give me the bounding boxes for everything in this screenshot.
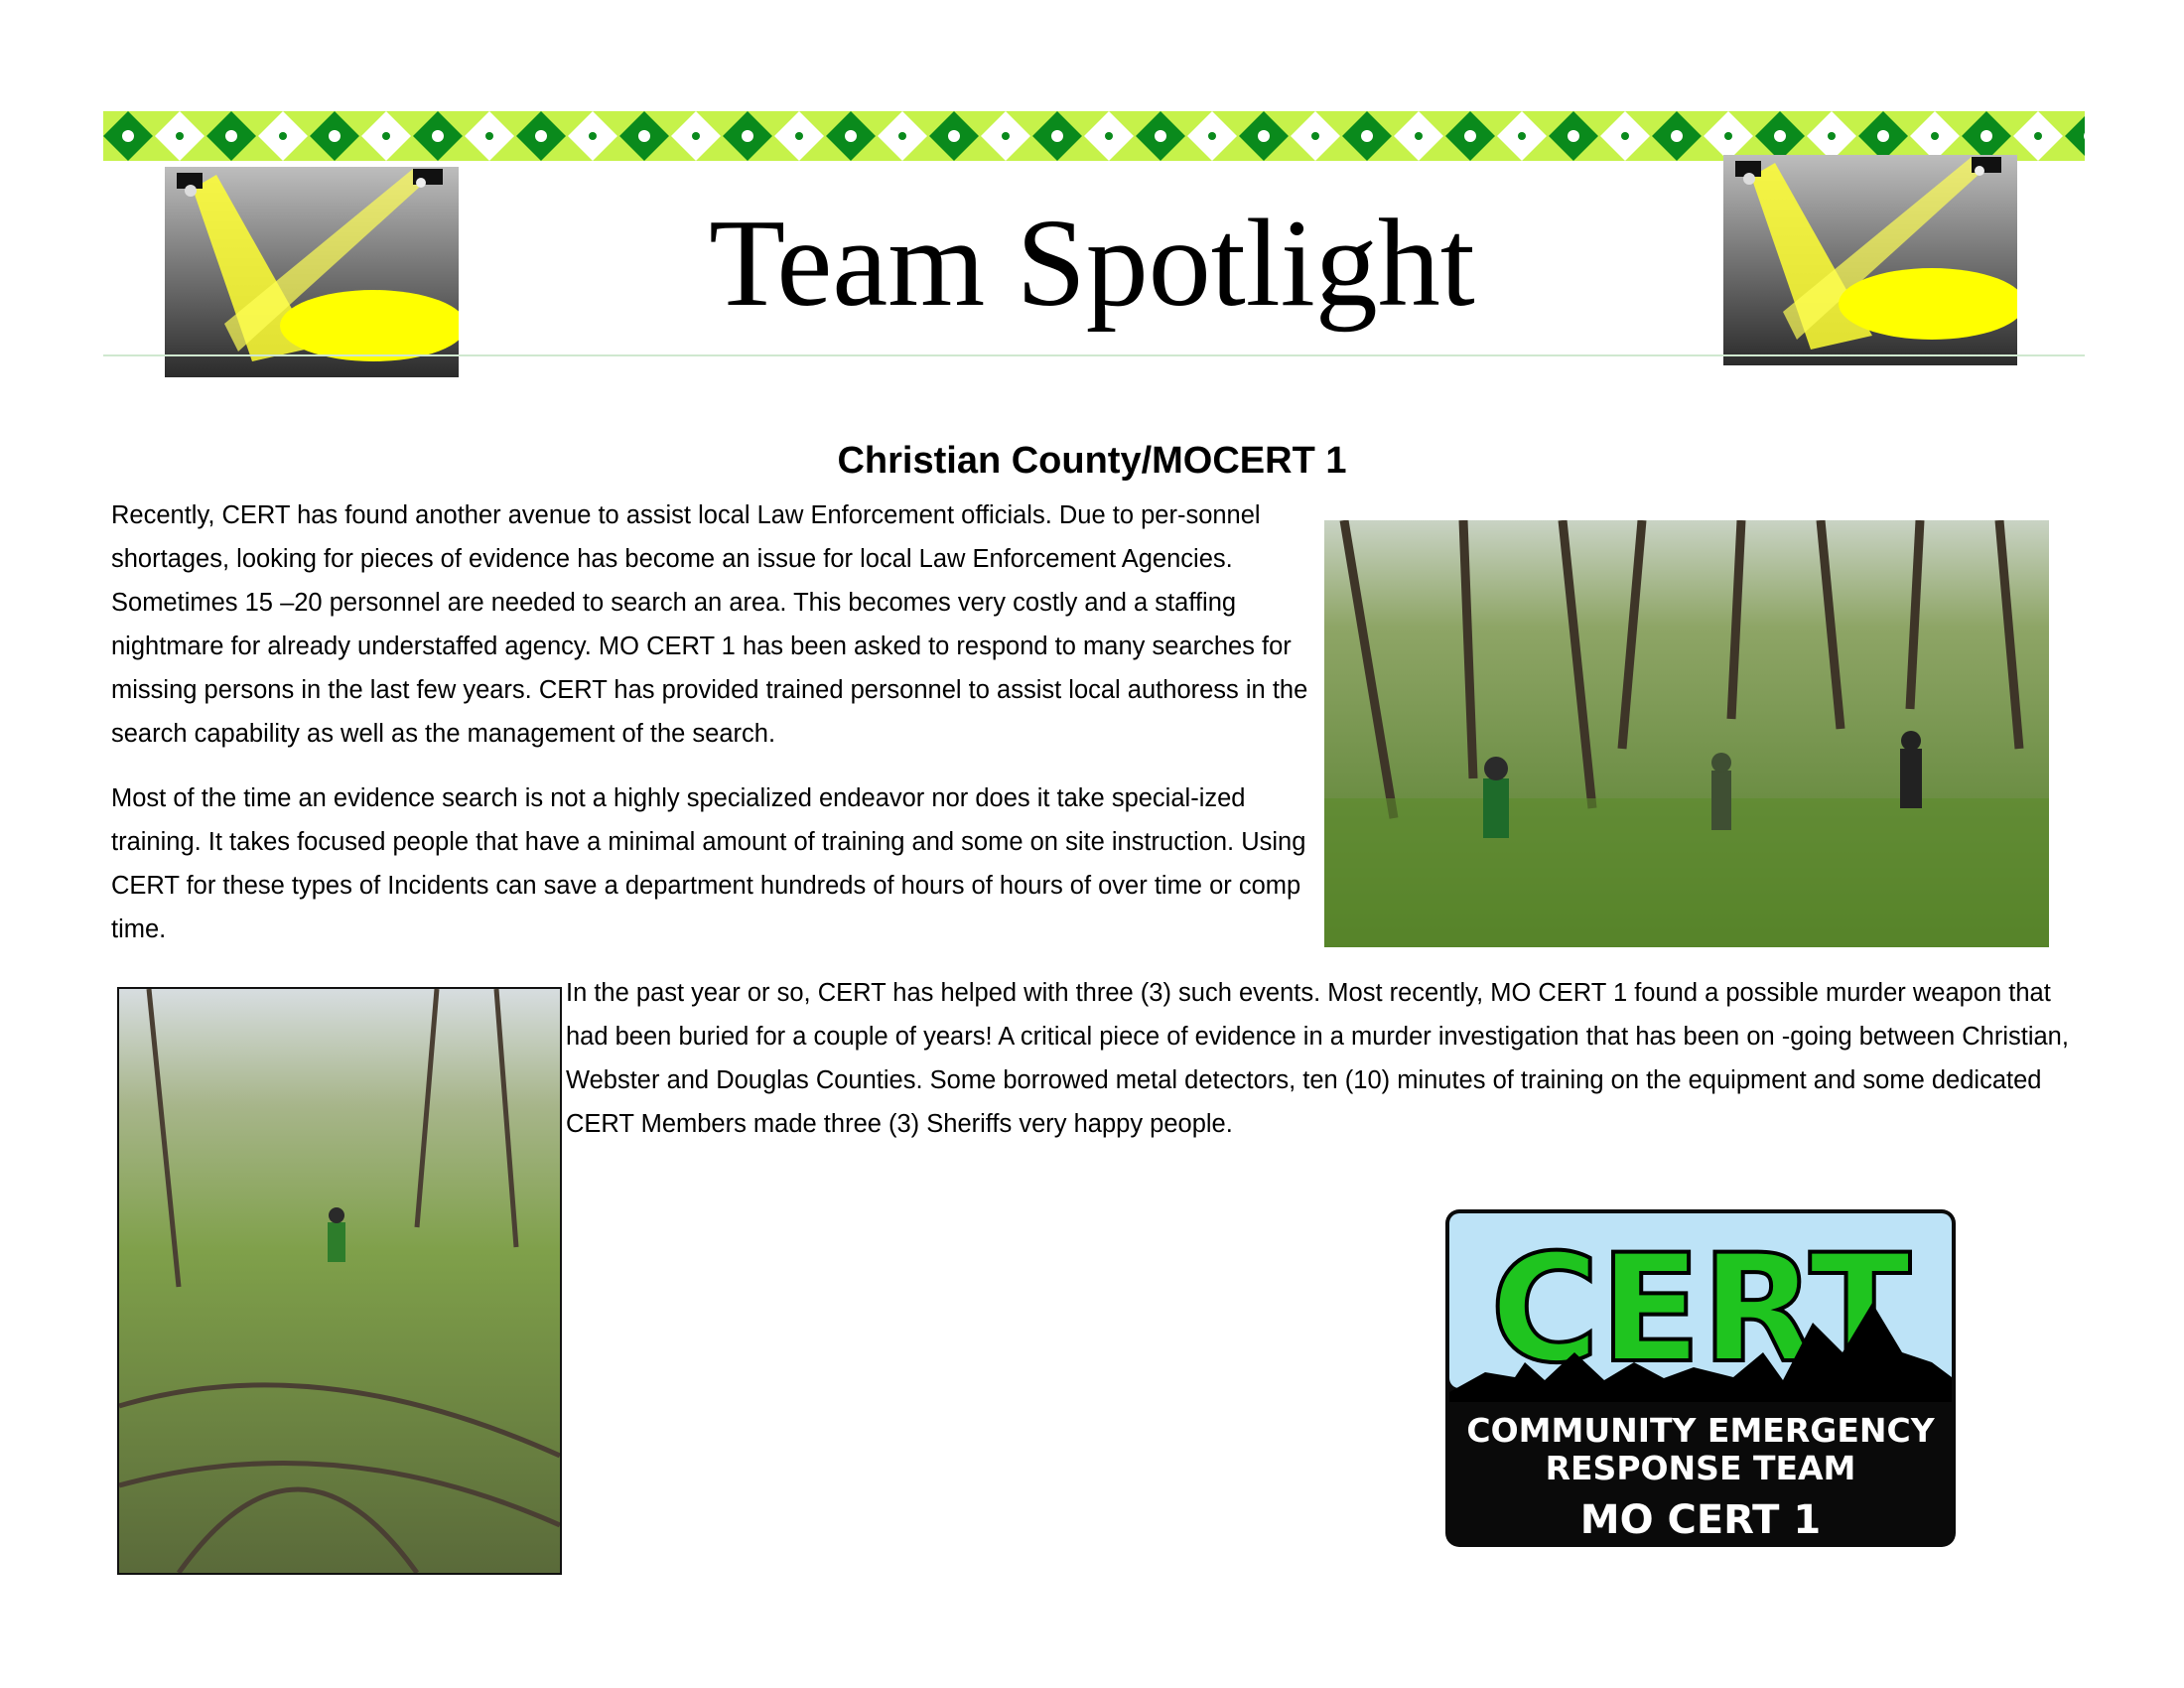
band-dot — [1361, 130, 1373, 142]
band-dot — [1828, 132, 1836, 140]
spotlight-illustration-left — [165, 167, 459, 377]
band-dot — [122, 130, 134, 142]
band-dot — [742, 130, 753, 142]
band-dot — [1415, 132, 1423, 140]
band-dot — [1518, 132, 1526, 140]
cert-logo — [1435, 1203, 1966, 1553]
band-dot — [382, 132, 390, 140]
band-dot — [485, 132, 493, 140]
band-dot — [638, 130, 650, 142]
band-dot — [225, 130, 237, 142]
search-team-photo — [1324, 520, 2049, 947]
band-dot — [1208, 132, 1216, 140]
band-dot — [176, 132, 184, 140]
band-dot — [1311, 132, 1319, 140]
decorative-border-band — [103, 111, 2085, 161]
band-dot — [1671, 130, 1683, 142]
band-dot — [589, 132, 597, 140]
band-dot — [1724, 132, 1732, 140]
band-dot — [329, 130, 341, 142]
logo-line-2: RESPONSE TEAM — [1545, 1449, 1856, 1487]
band-dot — [2034, 132, 2042, 140]
article-paragraph-1: Recently, CERT has found another avenue to assist local Law Enforcement officials. Due to per-sonnel shortages, looking for pieces of evidence has become an issue for local Law Enforcement Agencies. Sometimes 15 –20 personnel are needed to search an area. This becomes very costly and a staffing nightmare for already understaffed agency. MO CERT 1 has been asked to respond to many searches for missing persons in the last few years. CERT has provided trained personnel to assist local authoress in the search capability as well as the management of the search. — [111, 501, 1308, 748]
band-dot — [845, 130, 857, 142]
band-diamond — [2065, 111, 2085, 161]
band-dot — [898, 132, 906, 140]
band-dot — [1568, 130, 1579, 142]
band-dot — [1980, 130, 1992, 142]
band-dot — [1051, 130, 1063, 142]
article-paragraph-3: In the past year or so, CERT has helped with three (3) such events. Most recently, MO CERT 1 found a possible murder weapon that had been buried for a couple of years! A critical piece of evidence in a murder investigation that has been on -going between Christian, Webster and Douglas Counties. Some borrowed metal detectors, ten (10) minutes of training on the equipment and some dedicated CERT Members made three (3) Sheriffs very happy people. — [566, 979, 2069, 1138]
band-dot — [1002, 132, 1010, 140]
article-paragraph-2: Most of the time an evidence search is not a highly specialized endeavor nor does it take special-ized training. It takes focused people that have a minimal amount of training and some on site instruction. Using CERT for these types of Incidents can save a department hundreds of hours of hours of over time or comp time. — [111, 784, 1306, 943]
band-dot — [432, 130, 444, 142]
logo-line-1: COMMUNITY EMERGENCY — [1466, 1411, 1935, 1450]
spotlight-illustration-right — [1723, 155, 2017, 365]
band-dot — [1464, 130, 1476, 142]
band-dot — [948, 130, 960, 142]
band-dot — [279, 132, 287, 140]
band-dot — [1621, 132, 1629, 140]
band-dot — [692, 132, 700, 140]
page-title: Team Spotlight — [709, 195, 1475, 333]
band-dot — [795, 132, 803, 140]
band-dot — [1258, 130, 1270, 142]
band-dot — [535, 130, 547, 142]
header-divider — [103, 354, 2085, 356]
band-dot — [1877, 130, 1889, 142]
band-dot — [1105, 132, 1113, 140]
field-search-photo — [117, 987, 562, 1575]
logo-team-name: MO CERT 1 — [1579, 1497, 1822, 1543]
diamond-pattern — [103, 111, 2085, 161]
band-dot — [1155, 130, 1166, 142]
logo-word: CERT — [1490, 1223, 1911, 1396]
article-heading: Christian County/MOCERT 1 — [837, 440, 1347, 482]
band-dot — [1774, 130, 1786, 142]
band-dot — [1931, 132, 1939, 140]
